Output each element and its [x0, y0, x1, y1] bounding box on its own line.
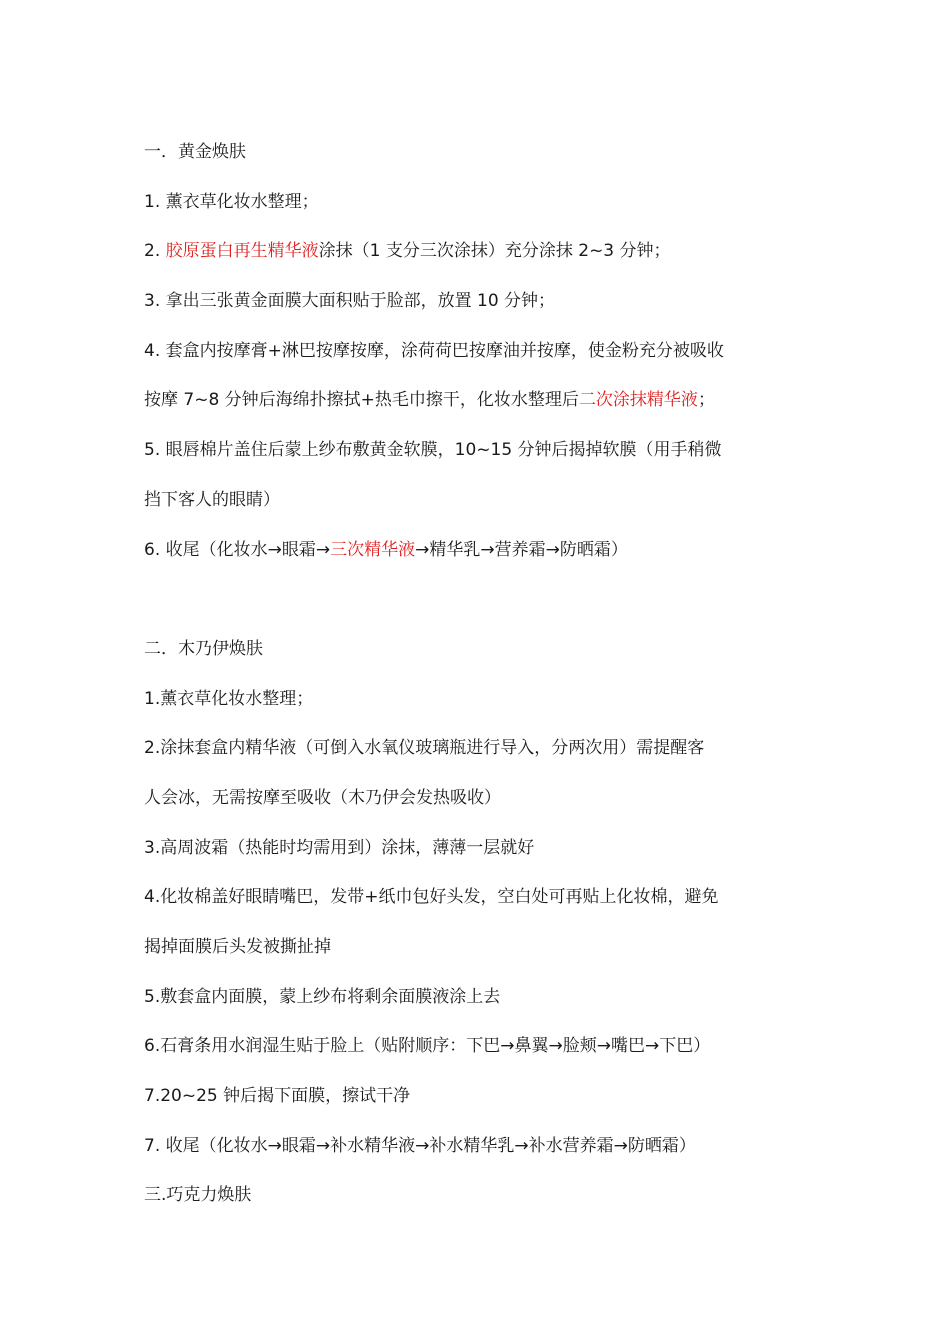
step-text: 3. 拿出三张黄金面膜大面积贴于脸部，放置 10 分钟；	[144, 291, 556, 312]
step-text: 1.薰衣草化妆水整理；	[144, 688, 314, 709]
section-heading: 二．木乃伊焕肤	[144, 638, 263, 659]
step-line	[144, 923, 816, 973]
step-line	[144, 1072, 816, 1122]
step-text: 3.高周波霜（热能时均需用到）涂抹，薄薄一层就好	[144, 837, 535, 858]
step-text: 挡下客人的眼睛）	[144, 489, 280, 510]
step-text: 2.	[144, 241, 166, 262]
step-line	[144, 774, 816, 824]
step-line	[144, 426, 816, 476]
step-line	[144, 526, 816, 576]
step-line	[144, 724, 816, 774]
step-text: 人会冰，无需按摩至吸收（木乃伊会发热吸收）	[144, 787, 501, 808]
step-line	[144, 1122, 816, 1172]
document-body	[144, 128, 816, 1221]
step-text: 6. 收尾（化妆水→眼霜→	[144, 539, 331, 560]
step-text: 4.化妆棉盖好眼睛嘴巴，发带+纸巾包好头发，空白处可再贴上化妆棉，避免	[144, 887, 719, 908]
section-heading: 三.巧克力焕肤	[144, 1185, 252, 1206]
step-line	[144, 824, 816, 874]
step-text: 6.石膏条用水润湿生贴于脸上（贴附顺序：下巴→鼻翼→脸颊→嘴巴→下巴）	[144, 1036, 711, 1057]
step-line	[144, 973, 816, 1023]
step-text: 按摩 7~8 分钟后海绵扑擦拭+热毛巾擦干，化妆水整理后	[144, 390, 579, 411]
step-line	[144, 227, 816, 277]
step-text: 1. 薰衣草化妆水整理；	[144, 191, 319, 212]
highlighted-text: 三次精华液	[330, 539, 416, 560]
highlighted-text: 二次涂抹精华液	[578, 390, 698, 411]
step-line	[144, 1022, 816, 1072]
highlighted-text: 胶原蛋白再生精华液	[165, 241, 319, 262]
step-text: 2.涂抹套盒内精华液（可倒入水氧仪玻璃瓶进行导入，分两次用）需提醒客	[144, 738, 705, 759]
step-line	[144, 675, 816, 725]
step-line	[144, 327, 816, 377]
step-line	[144, 873, 816, 923]
step-text: 7.20~25 钟后揭下面膜，擦试干净	[144, 1086, 411, 1107]
step-line	[144, 476, 816, 526]
step-text: 涂抹（1 支分三次涂抹）充分涂抹 2~3 分钟；	[318, 241, 671, 262]
step-text: 揭掉面膜后头发被撕扯掉	[144, 937, 331, 957]
step-text: →精华乳→营养霜→防晒霜）	[415, 539, 628, 560]
step-text: ；	[697, 390, 715, 411]
step-text: 5. 眼唇棉片盖住后蒙上纱布敷黄金软膜，10~15 分钟后揭掉软膜（用手稍微	[144, 440, 722, 461]
step-line	[144, 178, 816, 228]
section-spacer	[144, 575, 816, 625]
step-text: 4. 套盒内按摩膏+淋巴按摩按摩，涂荷荷巴按摩油并按摩，使金粉充分被吸收	[144, 340, 724, 361]
section-heading: 一．黄金焕肤	[144, 142, 246, 162]
step-text: 7. 收尾（化妆水→眼霜→补水精华液→补水精华乳→补水营养霜→防晒霜）	[144, 1135, 696, 1156]
step-text: 5.敷套盒内面膜，蒙上纱布将剩余面膜液涂上去	[144, 986, 501, 1007]
step-line	[144, 376, 816, 426]
step-line	[144, 277, 816, 327]
